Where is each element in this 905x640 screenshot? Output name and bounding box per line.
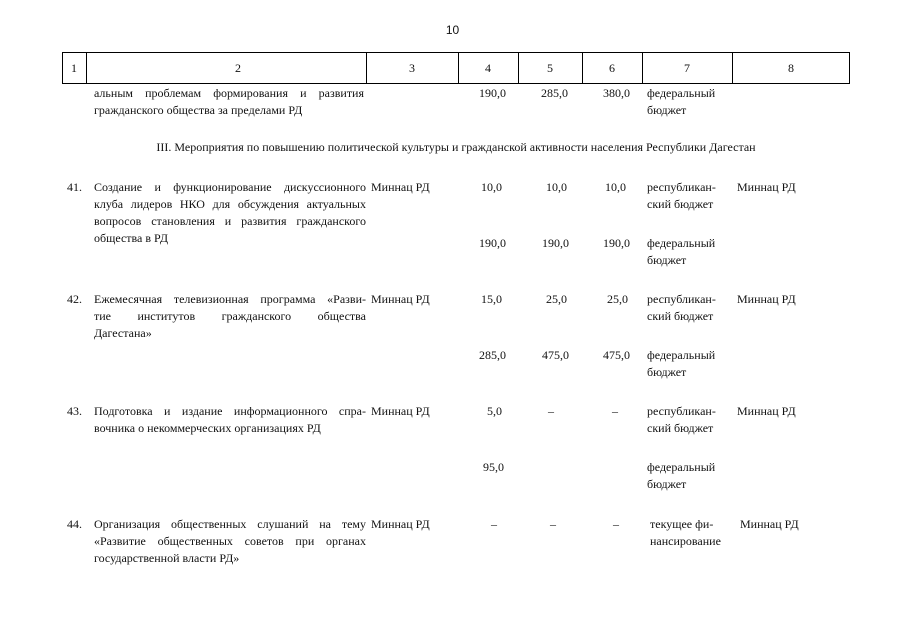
continuation-line-1: альным проблемам формирования и развития [94, 86, 364, 100]
row-text-line: тие институтов гражданского общества [94, 309, 366, 323]
row-v6: 190,0 [603, 236, 630, 250]
row-v4: 190,0 [479, 236, 506, 250]
row-source: текущее фи- [650, 517, 714, 531]
row-v4: 5,0 [487, 404, 502, 418]
row-text-line: вопросов становления и развития гражданского [94, 214, 366, 228]
row-source: федеральный [647, 460, 716, 474]
continuation-line-2: гражданского общества за пределами РД [94, 103, 303, 117]
row-text-line: клуба лидеров НКО для обсуждения актуальных [94, 197, 366, 211]
row-responsible: Миннац РД [740, 517, 799, 531]
row-number: 44. [67, 517, 82, 531]
row-source: бюджет [647, 253, 687, 267]
row-responsible: Миннац РД [737, 404, 796, 418]
row-source: республикан- [647, 292, 716, 306]
row-executor: Миннац РД [371, 180, 430, 194]
row-source: федеральный [647, 348, 716, 362]
table-header [62, 52, 850, 84]
row-v4: 95,0 [483, 460, 504, 474]
row-text-line: Дагестана» [94, 326, 152, 340]
row-v6: 25,0 [607, 292, 628, 306]
header-col-3: 3 [409, 61, 415, 75]
row-v6: – [612, 404, 618, 418]
row-v4: 285,0 [479, 348, 506, 362]
row-source: бюджет [647, 477, 687, 491]
continuation-source-1: федеральный [647, 86, 716, 100]
row-text-line: вочника о некоммерческих организациях РД [94, 421, 321, 435]
section-title: III. Мероприятия по повышению политической культуры и гражданской активности населения Республики Дагестан [156, 140, 756, 154]
row-source: нансирование [650, 534, 721, 548]
row-executor: Миннац РД [371, 292, 430, 306]
row-text-line: Организация общественных слушаний на тему [94, 517, 366, 531]
row-source: ский бюджет [647, 197, 714, 211]
header-col-4: 4 [485, 61, 491, 75]
row-responsible: Миннац РД [737, 180, 796, 194]
header-col-8: 8 [788, 61, 794, 75]
row-text-line: Создание и функционирование дискуссионного [94, 180, 366, 194]
row-source: федеральный [647, 236, 716, 250]
row-v6: 10,0 [605, 180, 626, 194]
continuation-source-2: бюджет [647, 103, 687, 117]
row-text-line: общества в РД [94, 231, 168, 245]
row-text-line: Ежемесячная телевизионная программа «Разви- [94, 292, 366, 306]
row-v6: – [613, 517, 619, 531]
row-v4: – [491, 517, 497, 531]
row-text-line: «Развитие общественных советов при органах [94, 534, 366, 548]
continuation-v5: 285,0 [541, 86, 568, 100]
row-v5: – [550, 517, 556, 531]
row-v4: 10,0 [481, 180, 502, 194]
row-executor: Миннац РД [371, 404, 430, 418]
row-source: ский бюджет [647, 309, 714, 323]
page-number: 10 [445, 23, 460, 37]
row-v5: – [548, 404, 554, 418]
row-v6: 475,0 [603, 348, 630, 362]
row-text-line: Подготовка и издание информационного спра- [94, 404, 366, 418]
row-source: ский бюджет [647, 421, 714, 435]
header-col-1: 1 [71, 61, 77, 75]
row-source: республикан- [647, 180, 716, 194]
row-source: республикан- [647, 404, 716, 418]
row-number: 42. [67, 292, 82, 306]
row-executor: Миннац РД [371, 517, 430, 531]
header-col-6: 6 [609, 61, 615, 75]
row-responsible: Миннац РД [737, 292, 796, 306]
row-number: 43. [67, 404, 82, 418]
row-v5: 475,0 [542, 348, 569, 362]
row-v5: 10,0 [546, 180, 567, 194]
row-v5: 190,0 [542, 236, 569, 250]
row-number: 41. [67, 180, 82, 194]
header-col-5: 5 [547, 61, 553, 75]
header-col-7: 7 [684, 61, 690, 75]
row-v5: 25,0 [546, 292, 567, 306]
continuation-v6: 380,0 [603, 86, 630, 100]
row-text-line: государственной власти РД» [94, 551, 240, 565]
continuation-v4: 190,0 [479, 86, 506, 100]
row-v4: 15,0 [481, 292, 502, 306]
header-col-2: 2 [235, 61, 241, 75]
row-source: бюджет [647, 365, 687, 379]
